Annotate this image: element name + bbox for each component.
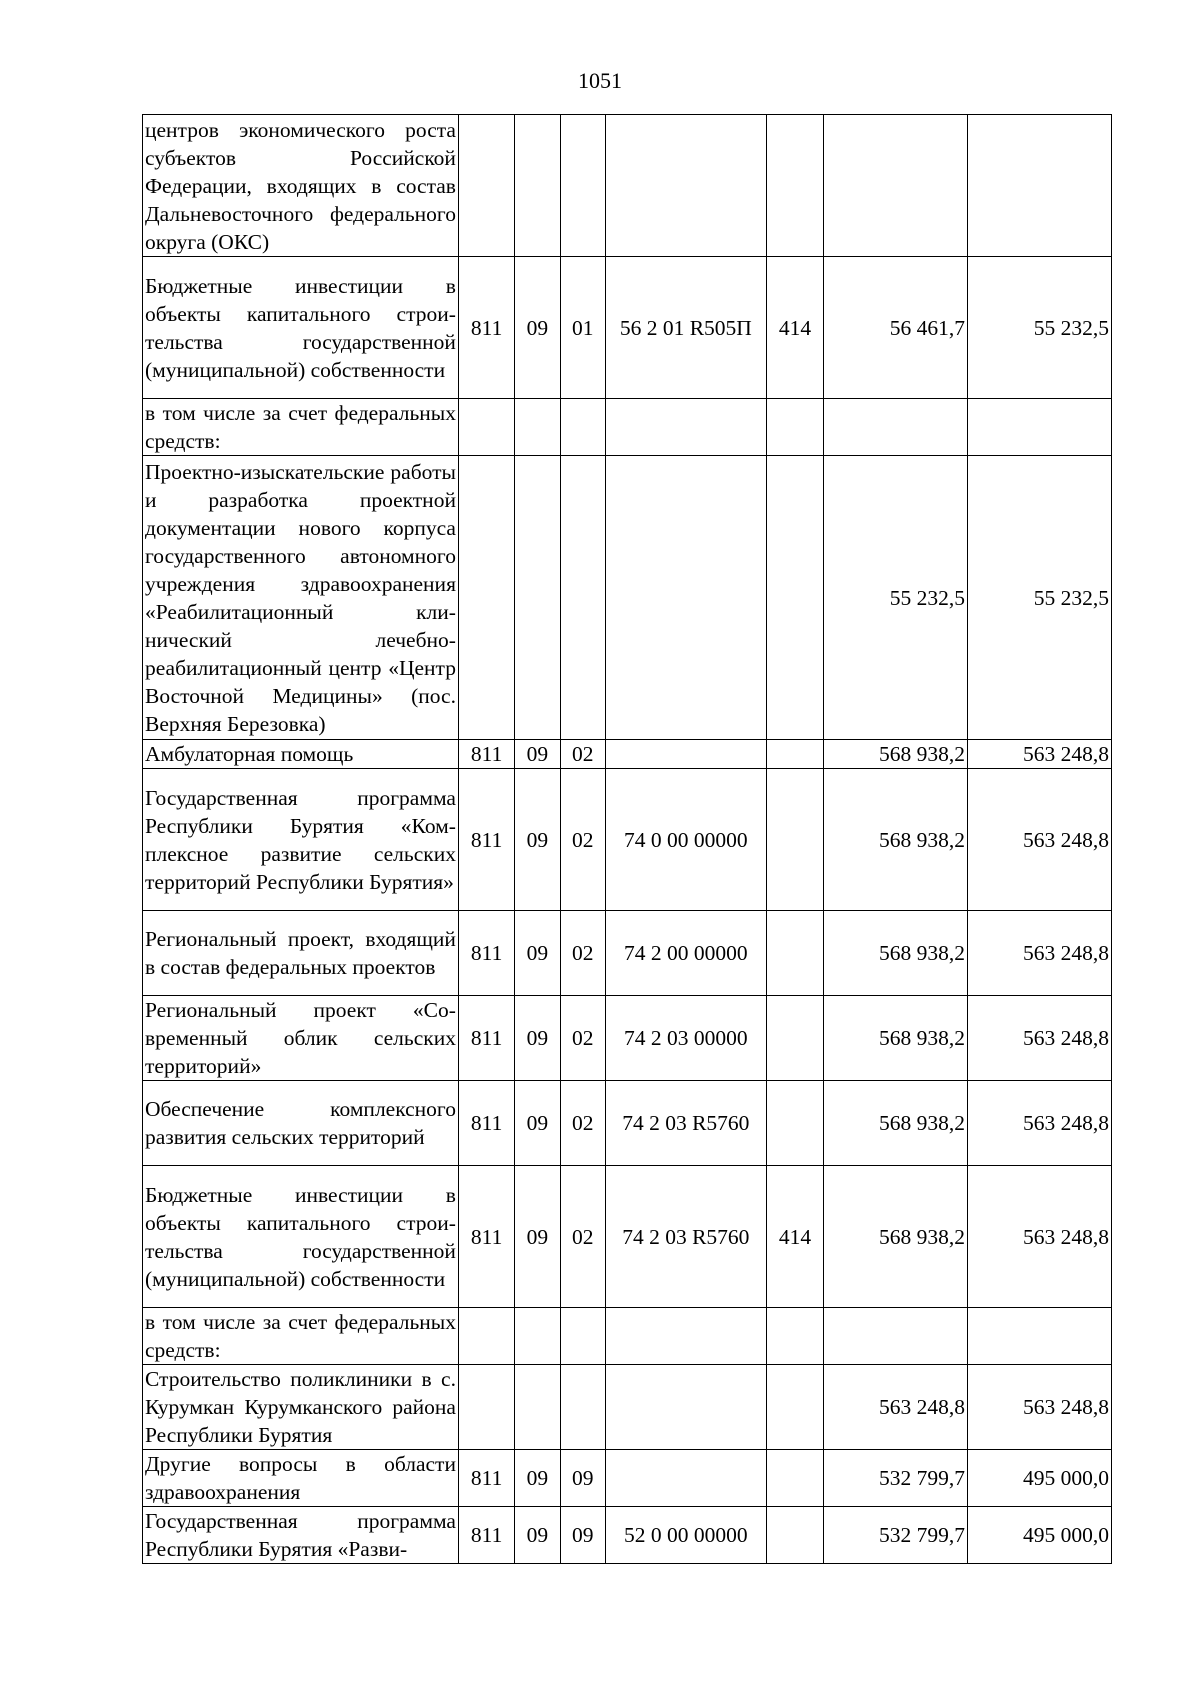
admin-code: 811 (458, 740, 514, 769)
admin-code (458, 399, 514, 456)
section-code: 09 (515, 911, 560, 996)
target-code (605, 115, 766, 257)
sum-year-2: 563 248,8 (968, 740, 1112, 769)
admin-code: 811 (458, 911, 514, 996)
sum-year-2 (968, 115, 1112, 257)
sum-year-2 (968, 1308, 1112, 1365)
target-code (605, 1308, 766, 1365)
expense-code (766, 996, 823, 1081)
section-code: 09 (515, 257, 560, 399)
section-code: 09 (515, 1081, 560, 1166)
subsection-code: 02 (560, 1166, 605, 1308)
row-name: Проектно-изыскательские работы и разработка проектной документации нового корпуса государственного автономного учреждения здравоохранения «Реабилитационный клинический лечебно-реабилитационный центр «Центр Восточной Медицины» (пос. Верхняя Березовка) (143, 456, 459, 740)
expense-code (766, 1450, 823, 1507)
subsection-code: 02 (560, 996, 605, 1081)
table-row (143, 399, 1112, 456)
target-code (605, 740, 766, 769)
target-code (605, 399, 766, 456)
table-row (143, 1507, 1112, 1564)
sum-year-2: 563 248,8 (968, 996, 1112, 1081)
subsection-code: 02 (560, 1081, 605, 1166)
sum-year-1: 563 248,8 (824, 1365, 968, 1450)
table-row (143, 257, 1112, 399)
sum-year-2: 495 000,0 (968, 1507, 1112, 1564)
target-code (605, 1365, 766, 1450)
subsection-code (560, 1308, 605, 1365)
admin-code (458, 115, 514, 257)
sum-year-1: 56 461,7 (824, 257, 968, 399)
sum-year-2: 563 248,8 (968, 911, 1112, 996)
subsection-code: 01 (560, 257, 605, 399)
table-row (143, 996, 1112, 1081)
table-row (143, 1166, 1112, 1308)
expense-code (766, 769, 823, 911)
admin-code: 811 (458, 1450, 514, 1507)
admin-code: 811 (458, 1081, 514, 1166)
sum-year-2: 563 248,8 (968, 1166, 1112, 1308)
subsection-code (560, 399, 605, 456)
section-code: 09 (515, 996, 560, 1081)
budget-table (142, 114, 1112, 1564)
row-name: Обеспечение комплексного развития сельских территорий (143, 1081, 459, 1166)
sum-year-1: 568 938,2 (824, 769, 968, 911)
table-row (143, 740, 1112, 769)
target-code: 74 2 00 00000 (605, 911, 766, 996)
table-row (143, 911, 1112, 996)
sum-year-1: 55 232,5 (824, 456, 968, 740)
admin-code (458, 456, 514, 740)
row-name: Бюджетные инвестиции в объекты капитального строительства государственной (муниципальной) собственности (143, 1166, 459, 1308)
expense-code (766, 1365, 823, 1450)
row-name: Государственная программа Республики Бурятия «Разви- (143, 1507, 459, 1564)
subsection-code (560, 1365, 605, 1450)
target-code: 52 0 00 00000 (605, 1507, 766, 1564)
sum-year-1: 568 938,2 (824, 911, 968, 996)
row-name: в том числе за счет федеральных средств: (143, 399, 459, 456)
sum-year-2: 563 248,8 (968, 1081, 1112, 1166)
expense-code (766, 456, 823, 740)
table-row (143, 1450, 1112, 1507)
section-code (515, 1308, 560, 1365)
table-row (143, 1081, 1112, 1166)
page-number: 1051 (578, 68, 622, 93)
section-code: 09 (515, 1166, 560, 1308)
sum-year-1: 532 799,7 (824, 1507, 968, 1564)
expense-code (766, 1081, 823, 1166)
expense-code (766, 911, 823, 996)
row-name: в том числе за счет федеральных средств: (143, 1308, 459, 1365)
table-row (143, 115, 1112, 257)
section-code (515, 399, 560, 456)
sum-year-1 (824, 115, 968, 257)
sum-year-1: 568 938,2 (824, 1166, 968, 1308)
section-code: 09 (515, 1507, 560, 1564)
admin-code (458, 1308, 514, 1365)
table-row (143, 1365, 1112, 1450)
expense-code (766, 1308, 823, 1365)
expense-code: 414 (766, 1166, 823, 1308)
section-code: 09 (515, 740, 560, 769)
admin-code: 811 (458, 769, 514, 911)
row-name: Региональный проект, входящий в состав федеральных проектов (143, 911, 459, 996)
expense-code (766, 1507, 823, 1564)
admin-code: 811 (458, 996, 514, 1081)
row-name: Другие вопросы в области здравоохранения (143, 1450, 459, 1507)
subsection-code: 02 (560, 911, 605, 996)
sum-year-1 (824, 1308, 968, 1365)
target-code: 74 0 00 00000 (605, 769, 766, 911)
target-code: 74 2 03 00000 (605, 996, 766, 1081)
target-code (605, 456, 766, 740)
row-name: Региональный проект «Современный облик сельских территорий» (143, 996, 459, 1081)
target-code: 74 2 03 R5760 (605, 1166, 766, 1308)
section-code (515, 1365, 560, 1450)
target-code: 56 2 01 R505П (605, 257, 766, 399)
sum-year-1: 568 938,2 (824, 1081, 968, 1166)
row-name: Строительство поликлиники в с. Курумкан Курумканского района Республики Бурятия (143, 1365, 459, 1450)
subsection-code (560, 115, 605, 257)
expense-code (766, 740, 823, 769)
sum-year-2: 55 232,5 (968, 456, 1112, 740)
expense-code (766, 115, 823, 257)
section-code (515, 115, 560, 257)
admin-code: 811 (458, 1507, 514, 1564)
sum-year-1: 568 938,2 (824, 996, 968, 1081)
target-code (605, 1450, 766, 1507)
sum-year-1 (824, 399, 968, 456)
section-code (515, 456, 560, 740)
sum-year-2: 563 248,8 (968, 769, 1112, 911)
sum-year-1: 568 938,2 (824, 740, 968, 769)
row-name: Амбулаторная помощь (143, 740, 459, 769)
admin-code: 811 (458, 257, 514, 399)
section-code: 09 (515, 769, 560, 911)
row-name: Государственная программа Республики Бурятия «Комплексное развитие сельских территорий Республики Бурятия» (143, 769, 459, 911)
row-name: Бюджетные инвестиции в объекты капитального строительства государственной (муниципальной) собственности (143, 257, 459, 399)
table-row (143, 1308, 1112, 1365)
target-code: 74 2 03 R5760 (605, 1081, 766, 1166)
subsection-code: 02 (560, 740, 605, 769)
admin-code: 811 (458, 1166, 514, 1308)
admin-code (458, 1365, 514, 1450)
subsection-code: 09 (560, 1450, 605, 1507)
sum-year-1: 532 799,7 (824, 1450, 968, 1507)
subsection-code: 09 (560, 1507, 605, 1564)
sum-year-2 (968, 399, 1112, 456)
table-row (143, 456, 1112, 740)
sum-year-2: 495 000,0 (968, 1450, 1112, 1507)
sum-year-2: 563 248,8 (968, 1365, 1112, 1450)
row-name: центров экономического роста субъектов Российской Федерации, входящих в состав Дальневосточного федерального округа (ОКС) (143, 115, 459, 257)
sum-year-2: 55 232,5 (968, 257, 1112, 399)
table-row (143, 769, 1112, 911)
section-code: 09 (515, 1450, 560, 1507)
expense-code: 414 (766, 257, 823, 399)
expense-code (766, 399, 823, 456)
subsection-code (560, 456, 605, 740)
subsection-code: 02 (560, 769, 605, 911)
